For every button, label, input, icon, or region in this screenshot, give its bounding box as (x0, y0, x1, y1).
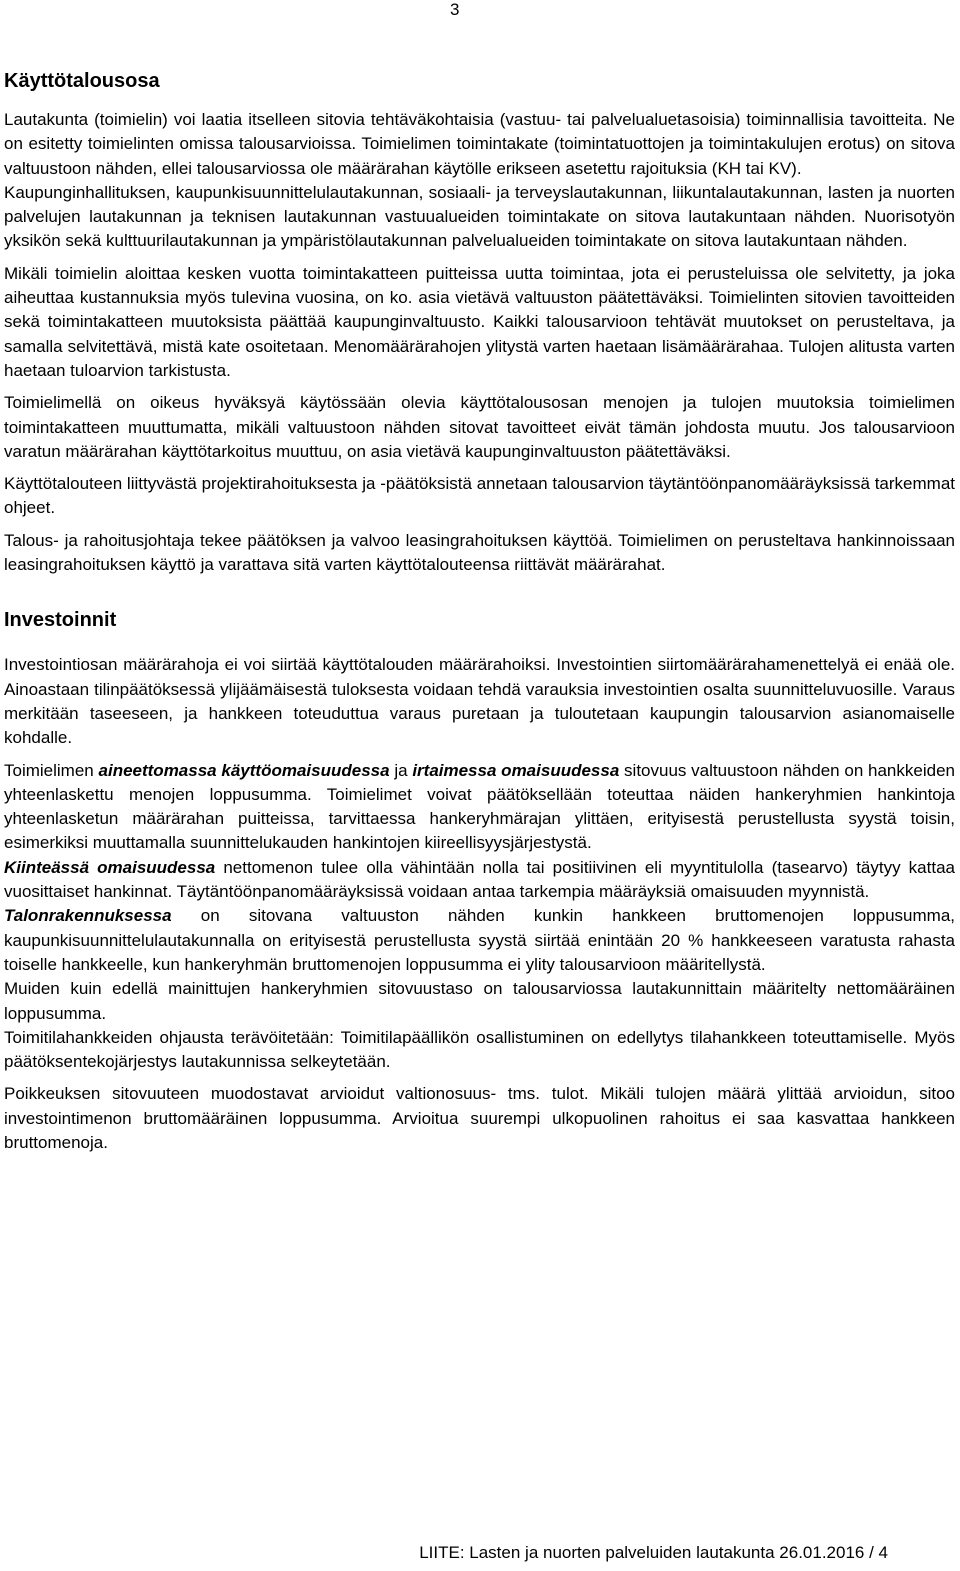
paragraph (4, 904, 955, 977)
document-body (4, 68, 955, 1155)
page-number: 3 (450, 0, 460, 19)
text-run: Toimielimen (4, 760, 99, 780)
text-run: nettomenon tulee olla vähintään nolla tai positiivinen eli myyntitulolla (tasearvo) täytyy kattaa vuosittaiset hankinnat. Täytäntöönpanomääräyksissä voidaan antaa tarkempia määräyksiä omaisuuden myynnistä. (4, 857, 955, 902)
text-run: sitovuus valtuustoon nähden on hankkeiden yhteenlaskettu menojen loppusumma. Toimielimet voivat päätöksellään toteuttaa näiden hankeryhmien hankintoja yhteenlasketun määrärahan puitteissa, tarvittaessa hankeryhmärajan ylittäen, erityisestä perustellusta syystä toisin, esimerkiksi muuttamalla suunnittelukauden hankintojen kiireellisyysjärjestystä. (4, 760, 955, 853)
paragraph: Talous- ja rahoitusjohtaja tekee päätöksen ja valvoo leasingrahoituksen käyttöä. Toimielimen on perusteltava hankinnoissaan leasingrahoituksen käyttö ja varattava sitä varten käyttötalouteensa riittävät määrärahat. (4, 530, 955, 575)
paragraph: Poikkeuksen sitovuuteen muodostavat arvioidut valtionosuus- tms. tulot. Mikäli tulojen määrä ylittää arvioidun, sitoo investointimenon bruttomääräinen loppusumma. Arvioitua suurempi ulkopuolinen rahoitus ei saa kasvattaa hankkeen bruttomenoja. (4, 1084, 955, 1152)
text-run: on sitovana valtuuston nähden kunkin hankkeen bruttomenojen loppusumma, kaupunkisuunnittelulautakunnalla on erityisestä perustellusta syystä siirtää enintään 20 % hankkeeseen varatusta rahasta toiselle hankkeelle, kun hankeryhmän bruttomenojen loppusumma ei ylity talousarvioon määritellystä. (4, 906, 955, 974)
text-run: ja (389, 760, 413, 780)
paragraph: Muiden kuin edellä mainittujen hankeryhmien sitovuustaso on talousarviossa lautakunnittain määritelty nettomääräinen loppusumma. (4, 979, 955, 1023)
emphasis-text: irtaimessa omaisuudessa (412, 760, 620, 780)
paragraph (4, 759, 955, 856)
paragraph: Kaupunginhallituksen, kaupunkisuunnittelulautakunnan, sosiaali- ja terveyslautakunnan, liikuntalautakunnan, lasten ja nuorten palvelujen lautakunnan ja teknisen lautakunnan vastuualueiden toimintakate on sitova lautakuntaan nähden. Nuorisotyön yksikön sekä kulttuurilautakunnan ja ympäristölautakunnan palvelualueiden toimintakate on sitova lautakuntaan nähden. (4, 182, 955, 251)
paragraph: Mikäli toimielin aloittaa kesken vuotta toimintakatteen puitteissa uutta toimintaa, jota ei perusteluissa ole selvitetty, ja joka aiheuttaa kustannuksia myös tulevina vuosina, on ko. asia vietävä valtuuston päätettäväksi. Toimielinten sitovien tavoitteiden sekä toimintakatteen muutoksista päättää kaupunginvaltuusto. Kaikki talousarvioon tehtävät muutokset on perusteltava, ja samalla selvitettävä, mistä kate osoitetaan. Menomäärärahojen ylitystä varten haetaan lisämäärärahaa. Tulojen alitusta varten haetaan tuloarvion tarkistusta. (4, 263, 955, 380)
paragraph: Toimielimellä on oikeus hyväksyä käytössään olevia käyttötalousosan menojen ja tulojen muutoksia toimielimen toimintakatteen muuttumatta, mikäli valtuustoon nähden sitovat tavoitteet eivät tämän johdosta muutu. Jos talousarvioon varatun määrärahan käyttötarkoitus muuttuu, on asia vietävä kaupunginvaltuuston päätettäväksi. (4, 393, 955, 461)
paragraph: Toimitilahankkeiden ohjausta terävöitetään: Toimitilapäällikön osallistuminen on edellytys tilahankkeen toteuttamiselle. Myös päätöksentekojärjestys lautakunnissa selkeytetään. (4, 1027, 955, 1072)
section-heading-investments: Investoinnit (4, 609, 117, 632)
footer: LIITE: Lasten ja nuorten palveluiden lautakunta 26.01.2016 / 4 (419, 1543, 888, 1562)
paragraph: Investointiosan määrärahoja ei voi siirtää käyttötalouden määrärahoiksi. Investointien siirtomäärärahamenettelyä ei enää ole. Ainoastaan tilinpäätöksessä ylijäämäisestä tuloksesta voidaan tehdä varauksia investointien osalta suunnitteluvuosille. Varaus merkitään taseeseen, ja hankkeen toteuduttua varaus puretaan ja tuloutetaan kaupungin talousarvion asianomaiselle kohdalle. (4, 655, 955, 748)
emphasis-text: Kiinteässä omaisuudessa (4, 857, 216, 877)
emphasis-text: Talonrakennuksessa (4, 906, 172, 926)
emphasis-text: aineettomassa käyttöomaisuudessa (98, 760, 390, 780)
section-heading-operating: Käyttötalousosa (4, 70, 160, 92)
paragraph: Käyttötalouteen liittyvästä projektirahoituksesta ja -päätöksistä annetaan talousarvion täytäntöönpanomääräyksissä tarkemmat ohjeet. (4, 474, 955, 518)
paragraph: Lautakunta (toimielin) voi laatia itselleen sitovia tehtäväkohtaisia (vastuu- tai palvelualuetasoisia) toiminnallisia tavoitteita. Ne on esitetty toimielinten omissa talousarvioissa. Toimielimen toimintakate (toimintatuottojen ja toimintakulujen erotus) on sitova valtuustoon nähden, ellei talousarviossa ole määrärahan käytölle erikseen asetettu rajoituksia (KH tai KV). (4, 110, 955, 178)
paragraph (4, 856, 955, 905)
